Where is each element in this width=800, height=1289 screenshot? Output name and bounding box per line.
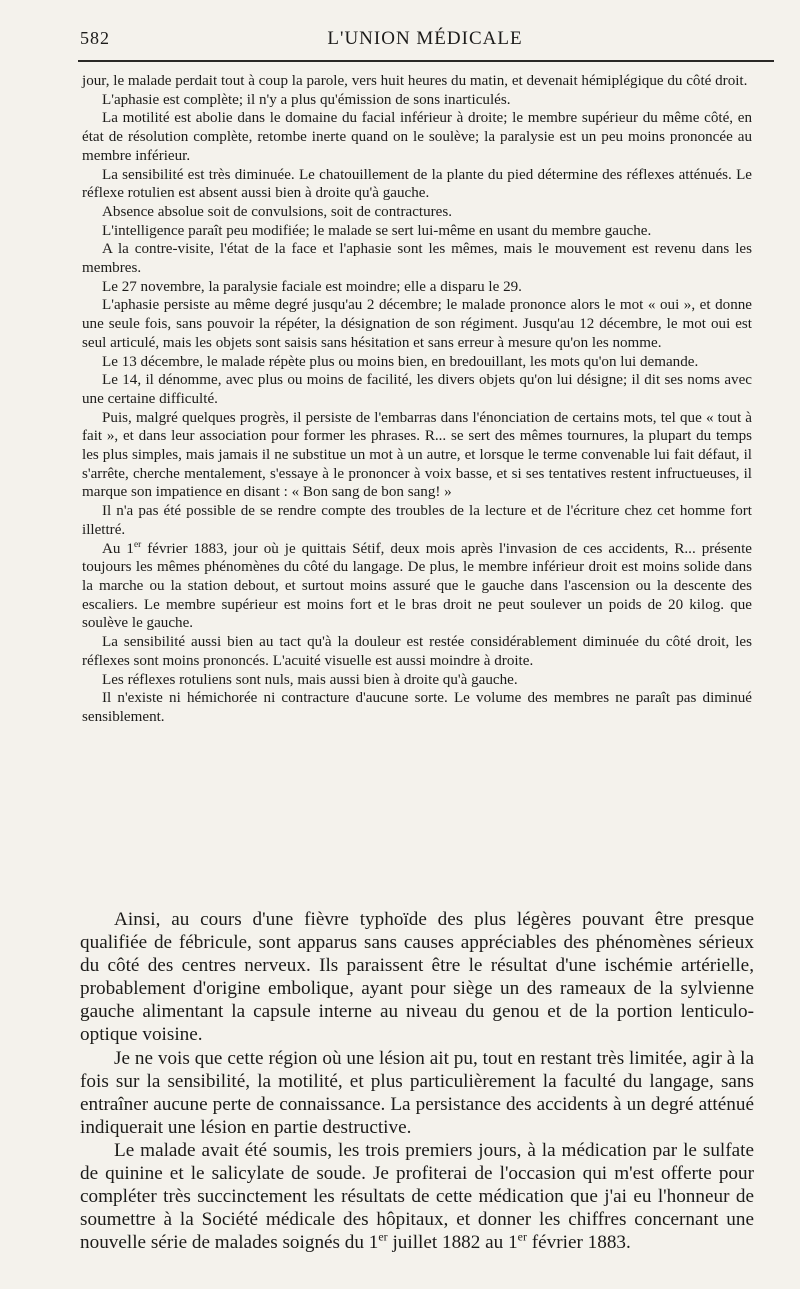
- paragraph: A la contre-visite, l'état de la face et l'aphasie sont les mêmes, mais le mouvement est revenu dans les membres.: [82, 241, 752, 277]
- paragraph: [80, 1139, 754, 1254]
- paragraph: La sensibilité est très diminuée. Le chatouillement de la plante du pied détermine des réflexes atténués. Le réflexe rotulien est absent aussi bien à droite qu'à gauche.: [82, 166, 752, 202]
- text-run: Le malade avait été soumis, les trois premiers jours, à la médication par le sulfate de quinine et le salicylate de soude. Je profiterai de l'occasion qui m'est offerte pour compléter très succinctement les résultats de cette médication que j'ai eu l'honneur de soumettre à la Société médicale des hôpitaux, et donner les chiffres concernant une nouvelle série de malades soignés du 1: [80, 1139, 754, 1254]
- header-rule: [78, 60, 774, 62]
- page-header: [80, 28, 770, 56]
- paragraph: Il n'existe ni hémichorée ni contracture d'aucune sorte. Le volume des membres ne paraît pas diminué sensiblement.: [82, 690, 752, 725]
- paragraph: L'intelligence paraît peu modifiée; le malade se sert lui-même en usant du membre gauche.: [102, 222, 652, 239]
- superscript: er: [517, 1229, 527, 1244]
- paragraph: La motilité est abolie dans le domaine du facial inférieur à droite; le membre supérieur du même côté, en état de résolution complète, retombe inerte quand on le soulève; la paralysie est un peu moins prononcée au membre inférieur.: [82, 110, 752, 164]
- page-number: 582: [80, 28, 110, 48]
- running-title: L'UNION MÉDICALE: [327, 28, 523, 49]
- paragraph: Le 14, il dénomme, avec plus ou moins de facilité, les divers objets qu'on lui désigne; il dit ses noms avec une certaine difficulté.: [82, 372, 752, 407]
- paragraph: La sensibilité aussi bien au tact qu'à la douleur est restée considérablement diminuée du côté droit, les réflexes sont moins prononcés. L'acuité visuelle est aussi moindre à droite.: [82, 634, 752, 669]
- paragraph: Ainsi, au cours d'une fièvre typhoïde des plus légères pouvant être presque qualifiée de fébricule, sont apparus sans causes appréciables des phénomènes sérieux du côté des centres nerveux. Ils paraissent être le résultat d'une ischémie artérielle, probablement d'origine embolique, ayant pour siège un des rameaux de la sylvienne gauche alimentant la capsule interne au niveau du genou et de la portion lenticulo-optique voisine.: [80, 909, 754, 1046]
- text-run: Au 1: [102, 540, 134, 557]
- text-run: juillet 1882 au 1: [387, 1232, 518, 1254]
- text-run: février 1883.: [526, 1232, 631, 1254]
- text-run: février 1883, jour où je quittais Sétif, deux mois après l'invasion de ces accidents, R... présente toujours les mêmes phénomènes du côté du langage. De plus, le membre inférieur droit est moins solide dans la marche ou la station debout, et surtout moins assuré que le gauche dans l'ascension ou la descente des escaliers. Le membre supérieur est moins fort et le bras droit ne peut soulever un poids de 20 kilog. que soulève le gauche.: [82, 540, 752, 632]
- paragraph: Je ne vois que cette région où une lésion ait pu, tout en restant très limitée, agir à la fois sur la sensibilité, la motilité, et plus particulièrement la faculté du langage, sans entraîner aucune perte de connaissance. La persistance des accidents à un degré atténué indiquerait une lésion en partie destructive.: [80, 1047, 754, 1138]
- commentary-text: [80, 908, 754, 1254]
- superscript: er: [133, 539, 142, 550]
- paragraph: Le 13 décembre, le malade répète plus ou moins bien, en bredouillant, les mots qu'on lui demande.: [102, 353, 699, 370]
- paragraph: Absence absolue soit de convulsions, soit de contractures.: [102, 203, 453, 220]
- paragraph: L'aphasie est complète; il n'y a plus qu'émission de sons inarticulés.: [102, 91, 511, 108]
- paragraph: Puis, malgré quelques progrès, il persiste de l'embarras dans l'énonciation de certains mots, tel que « tout à fait », et dans leur association pour former les phrases. R... se sert des mêmes tournures, la plupart du temps les plus simples, mais jamais il ne substitue un mot à un autre, et lorsque le terme convenable lui fait défaut, il s'arrête, cherche mentalement, s'essaye à le prononcer à voix basse, et si ses tentatives restent infructueuses, il marque son impatience en disant : « Bon sang de bon sang! »: [82, 409, 752, 501]
- case-report-text: [82, 72, 752, 727]
- paragraph: [82, 540, 752, 634]
- paragraph: jour, le malade perdait tout à coup la parole, vers huit heures du matin, et devenait hémiplégique du côté droit.: [82, 73, 748, 89]
- paragraph: Les réflexes rotuliens sont nuls, mais aussi bien à droite qu'à gauche.: [102, 671, 518, 688]
- paragraph: Il n'a pas été possible de se rendre compte des troubles de la lecture et de l'écriture chez cet homme fort illettré.: [82, 503, 752, 538]
- paragraph: L'aphasie persiste au même degré jusqu'au 2 décembre; le malade prononce alors le mot « oui », et donne une seule fois, sans pouvoir la répéter, la désignation de son régiment. Jusqu'au 12 décembre, le mot oui est seul articulé, mais les objets sont saisis sans hésitation et sans erreur à mesure qu'on les nomme.: [82, 297, 752, 351]
- paragraph: Le 27 novembre, la paralysie faciale est moindre; elle a disparu le 29.: [102, 278, 522, 295]
- superscript: er: [378, 1229, 388, 1244]
